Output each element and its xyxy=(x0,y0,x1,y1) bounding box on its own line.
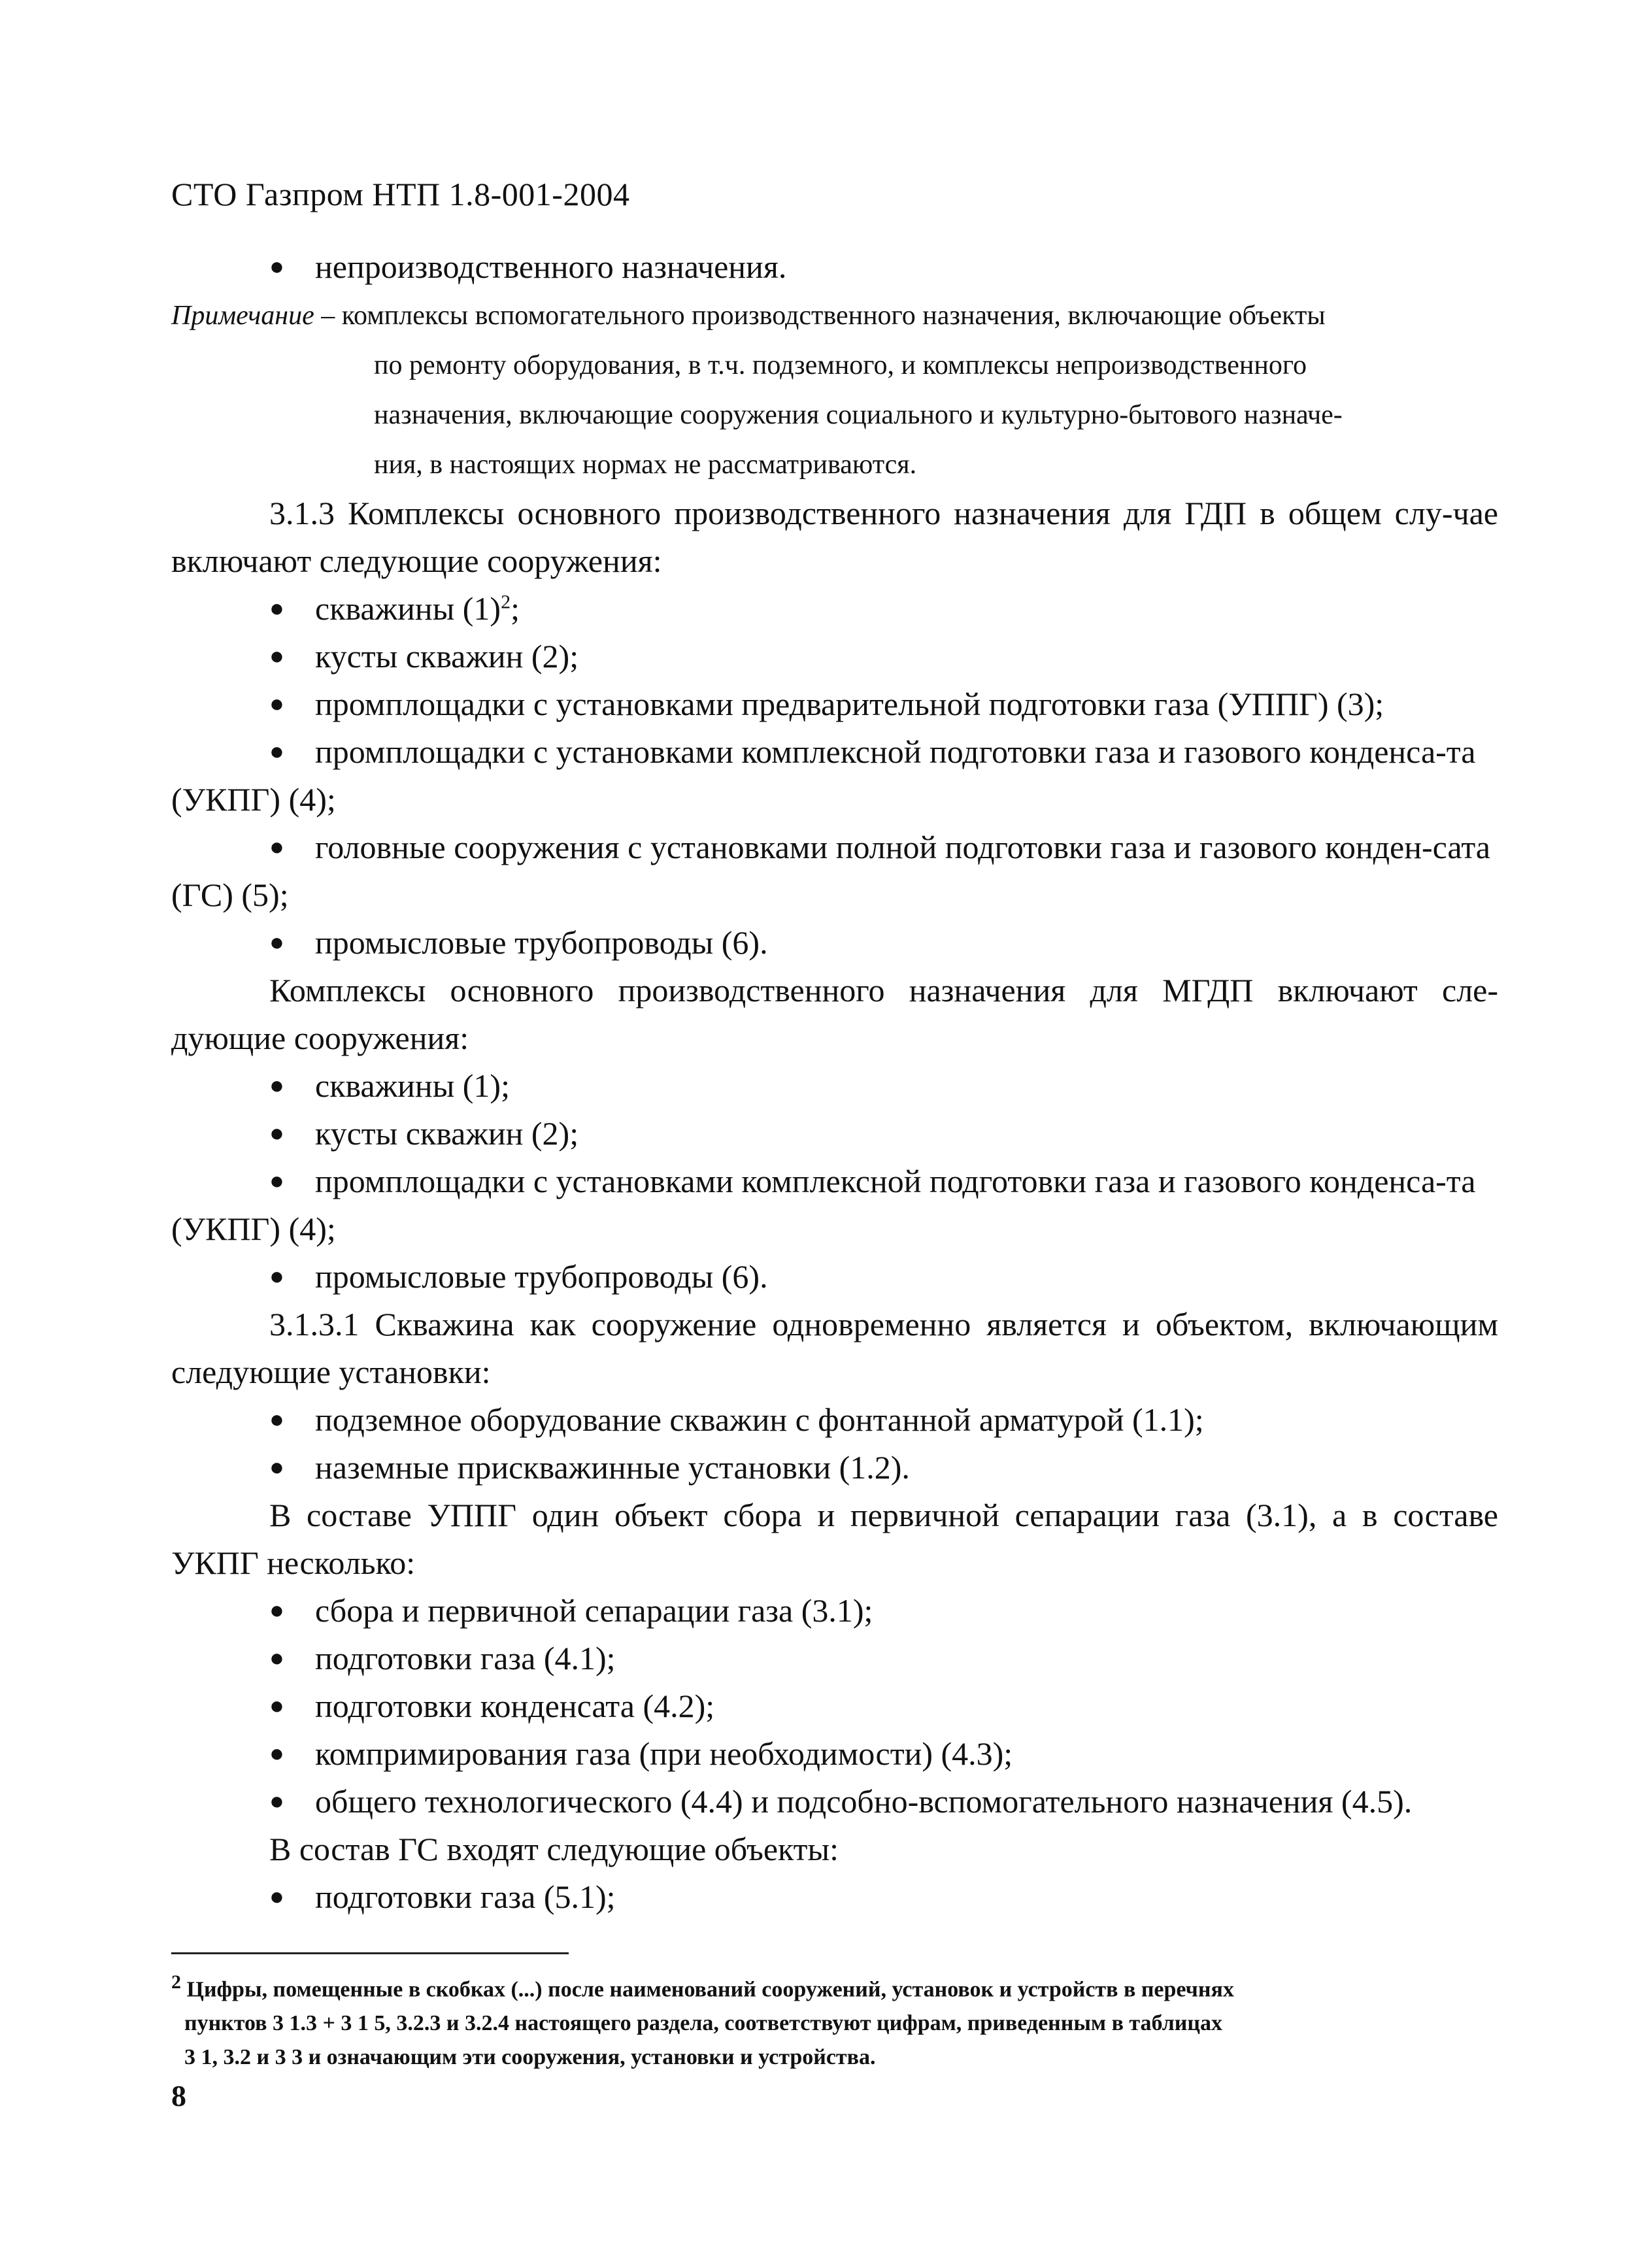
list-item-text: сбора и первичной сепарации газа (3.1); xyxy=(315,1592,873,1629)
note-line: ния, в настоящих нормах не рассматриваются. xyxy=(374,450,917,480)
list-item-text: головные сооружения с установками полной подготовки газа и газового конден-сата (ГС) (5); xyxy=(171,829,1490,913)
list-item-text: компримирования газа (при необходимости) (4.3); xyxy=(315,1735,1013,1772)
list-item-text: кусты скважин (2); xyxy=(315,1115,579,1152)
bullet-icon: ● xyxy=(269,1597,284,1624)
list-item xyxy=(171,680,1498,728)
note-line: назначения, включающие сооружения социального и культурно-бытового назначе- xyxy=(374,400,1343,430)
note-line xyxy=(171,291,1498,341)
bullet-icon: ● xyxy=(269,253,284,280)
page-number: 8 xyxy=(171,2079,186,2112)
list-item xyxy=(171,1778,1498,1826)
list-item-text: промплощадки с установками комплексной подготовки газа и газового конденса-та (УКПГ) (4); xyxy=(171,733,1476,818)
document-body xyxy=(171,243,1498,1921)
list-item xyxy=(171,243,1498,291)
list-item xyxy=(171,1682,1498,1730)
bullet-icon: ● xyxy=(269,1883,284,1910)
list-item xyxy=(171,824,1498,919)
list-item xyxy=(171,1873,1498,1921)
note-text: – комплексы вспомогательного производственного назначения, включающие объекты xyxy=(314,301,1326,331)
list-item-text: кусты скважин (2); xyxy=(315,638,579,675)
bullet-icon: ● xyxy=(269,738,284,765)
list-item-text: общего технологического (4.4) и подсобно-вспомогательного назначения (4.5). xyxy=(315,1783,1413,1820)
bullet-icon: ● xyxy=(269,1263,284,1290)
list-item-text: непроизводственного назначения. xyxy=(315,248,787,285)
bullet-icon: ● xyxy=(269,1454,284,1481)
list-item xyxy=(171,1110,1498,1158)
list-item xyxy=(171,1635,1498,1682)
list-item-text: подготовки конденсата (4.2); xyxy=(315,1688,715,1724)
bullet-icon: ● xyxy=(269,1692,284,1720)
list-item xyxy=(171,1396,1498,1444)
list-item xyxy=(171,1253,1498,1301)
footnote-line: пунктов 3 1.3 + 3 1 5, 3.2.3 и 3.2.4 настоящего раздела, соответствуют цифрам, приведенным в таблицах xyxy=(184,2011,1222,2036)
paragraph: В состав ГС входят следующие объекты: xyxy=(269,1831,839,1867)
list-item-text: скважины (1) xyxy=(315,590,501,627)
bullet-icon: ● xyxy=(269,642,284,670)
note-label: Примечание xyxy=(171,301,314,331)
list-item xyxy=(171,1444,1498,1492)
list-item xyxy=(171,728,1498,824)
list-item-text: подземное оборудование скважин с фонтанной арматурой (1.1); xyxy=(315,1401,1204,1438)
footnote-reference: 2 xyxy=(501,591,511,613)
list-item-text: подготовки газа (5.1); xyxy=(315,1878,616,1915)
bullet-icon: ● xyxy=(269,833,284,861)
paragraph: В составе УППГ один объект сбора и первичной сепарации газа (3.1), а в составе УКПГ несколько: xyxy=(171,1497,1498,1581)
list-item xyxy=(171,585,1498,633)
list-item xyxy=(171,633,1498,680)
list-item-text-end: ; xyxy=(511,590,520,627)
list-item xyxy=(171,1158,1498,1253)
list-item xyxy=(171,919,1498,967)
paragraph: 3.1.3.1 Скважина как сооружение одновременно является и объектом, включающим следующие установки: xyxy=(171,1306,1498,1390)
note-block xyxy=(171,291,1498,490)
paragraph: 3.1.3 Комплексы основного производственного назначения для ГДП в общем слу-чае включают следующие сооружения: xyxy=(171,495,1498,579)
footnote-divider xyxy=(171,1952,569,1954)
list-item-text: промысловые трубопроводы (6). xyxy=(315,924,768,961)
footnote-text: Цифры, помещенные в скобках (...) после наименований сооружений, установок и устройств в перечнях xyxy=(181,1977,1234,2002)
list-item xyxy=(171,1730,1498,1778)
list-item xyxy=(171,1587,1498,1635)
bullet-icon: ● xyxy=(269,929,284,956)
note-line: по ремонту оборудования, в т.ч. подземного, и комплексы непроизводственного xyxy=(374,350,1307,380)
list-item-text: подготовки газа (4.1); xyxy=(315,1640,616,1676)
bullet-icon: ● xyxy=(269,1120,284,1147)
list-item xyxy=(171,1062,1498,1110)
bullet-icon: ● xyxy=(269,1788,284,1815)
bullet-icon: ● xyxy=(269,1167,284,1195)
paragraph: Комплексы основного производственного назначения для МГДП включают сле-дующие сооружения: xyxy=(171,972,1498,1056)
list-item-text: промысловые трубопроводы (6). xyxy=(315,1258,768,1295)
footnote-line xyxy=(171,1965,1498,2007)
bullet-icon: ● xyxy=(269,1644,284,1672)
bullet-icon: ● xyxy=(269,690,284,718)
footnote-line: 3 1, 3.2 и 3 3 и означающим эти сооружения, установки и устройства. xyxy=(184,2045,876,2070)
footnote xyxy=(171,1965,1498,2075)
bullet-icon: ● xyxy=(269,1740,284,1767)
footnote-mark: 2 xyxy=(171,1971,181,1993)
document-header: СТО Газпром НТП 1.8-001-2004 xyxy=(171,176,630,212)
bullet-icon: ● xyxy=(269,1072,284,1099)
list-item-text: наземные прискважинные установки (1.2). xyxy=(315,1449,910,1486)
bullet-icon: ● xyxy=(269,1406,284,1433)
list-item-text: скважины (1); xyxy=(315,1067,510,1104)
list-item-text: промплощадки с установками комплексной подготовки газа и газового конденса-та (УКПГ) (4); xyxy=(171,1163,1476,1247)
list-item-text: промплощадки с установками предварительной подготовки газа (УППГ) (3); xyxy=(315,686,1384,722)
bullet-icon: ● xyxy=(269,595,284,622)
